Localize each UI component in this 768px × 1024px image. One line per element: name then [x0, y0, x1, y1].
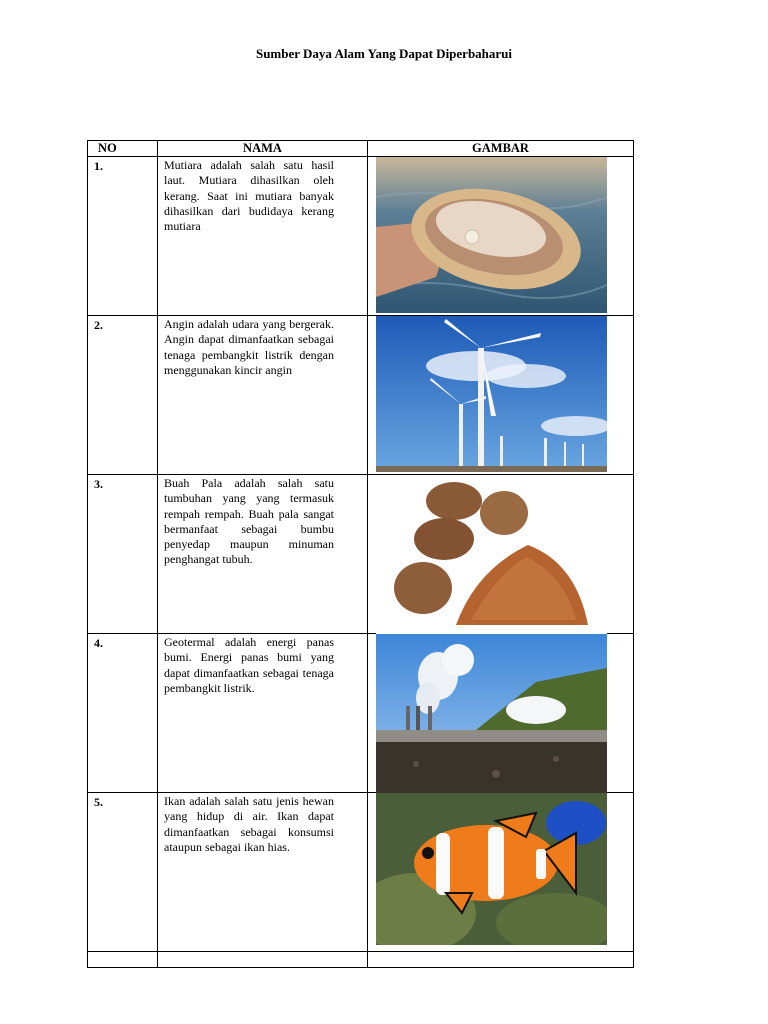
header-no: NO — [88, 141, 158, 157]
document-title: Sumber Daya Alam Yang Dapat Diperbaharui — [255, 46, 513, 61]
nutmeg-photo — [376, 475, 607, 639]
row-number: 5. — [88, 793, 158, 952]
clownfish-photo — [376, 793, 607, 945]
row-description: Mutiara adalah salah satu hasil laut. Mutiara dihasilkan oleh kerang. Saat ini mutiara banyak dihasilkan dari budidaya kerang mutiara — [158, 157, 368, 316]
geothermal-plant-photo — [376, 634, 607, 802]
table-row — [88, 475, 634, 634]
row-image-cell — [368, 634, 634, 793]
row-description: Geotermal adalah energi panas bumi. Energi panas bumi yang dapat dimanfaatkan sebagai tenaga pembangkit listrik. — [158, 634, 368, 793]
table-row — [88, 316, 634, 475]
row-number: 4. — [88, 634, 158, 793]
resource-table — [87, 140, 634, 968]
table-row — [88, 634, 634, 793]
row-image-cell — [368, 475, 634, 634]
header-gambar: GAMBAR — [368, 141, 634, 157]
table-row — [88, 793, 634, 952]
row-image-cell — [368, 157, 634, 316]
row-description: Angin adalah udara yang bergerak. Angin dapat dimanfaatkan sebagai tenaga pembangkit listrik dengan menggunakan kincir angin — [158, 316, 368, 475]
row-image-cell — [368, 316, 634, 475]
pearl-oyster-photo — [376, 157, 607, 313]
table-row — [88, 157, 634, 316]
row-description: Buah Pala adalah salah satu tumbuhan yang yang termasuk rempah rempah. Buah pala sangat bermanfaat sebagai bumbu penyedap maupun minuman penghangat tubuh. — [158, 475, 368, 634]
row-number: 3. — [88, 475, 158, 634]
row-image-cell — [368, 793, 634, 952]
row-number: 1. — [88, 157, 158, 316]
row-description: Ikan adalah salah satu jenis hewan yang hidup di air. Ikan dapat dimanfaatkan sebagai konsumsi ataupun sebagai ikan hias. — [158, 793, 368, 952]
table-header-row — [88, 141, 634, 157]
wind-turbine-photo — [376, 316, 607, 472]
row-number: 2. — [88, 316, 158, 475]
table-empty-row — [88, 952, 634, 968]
header-nama: NAMA — [158, 141, 368, 157]
